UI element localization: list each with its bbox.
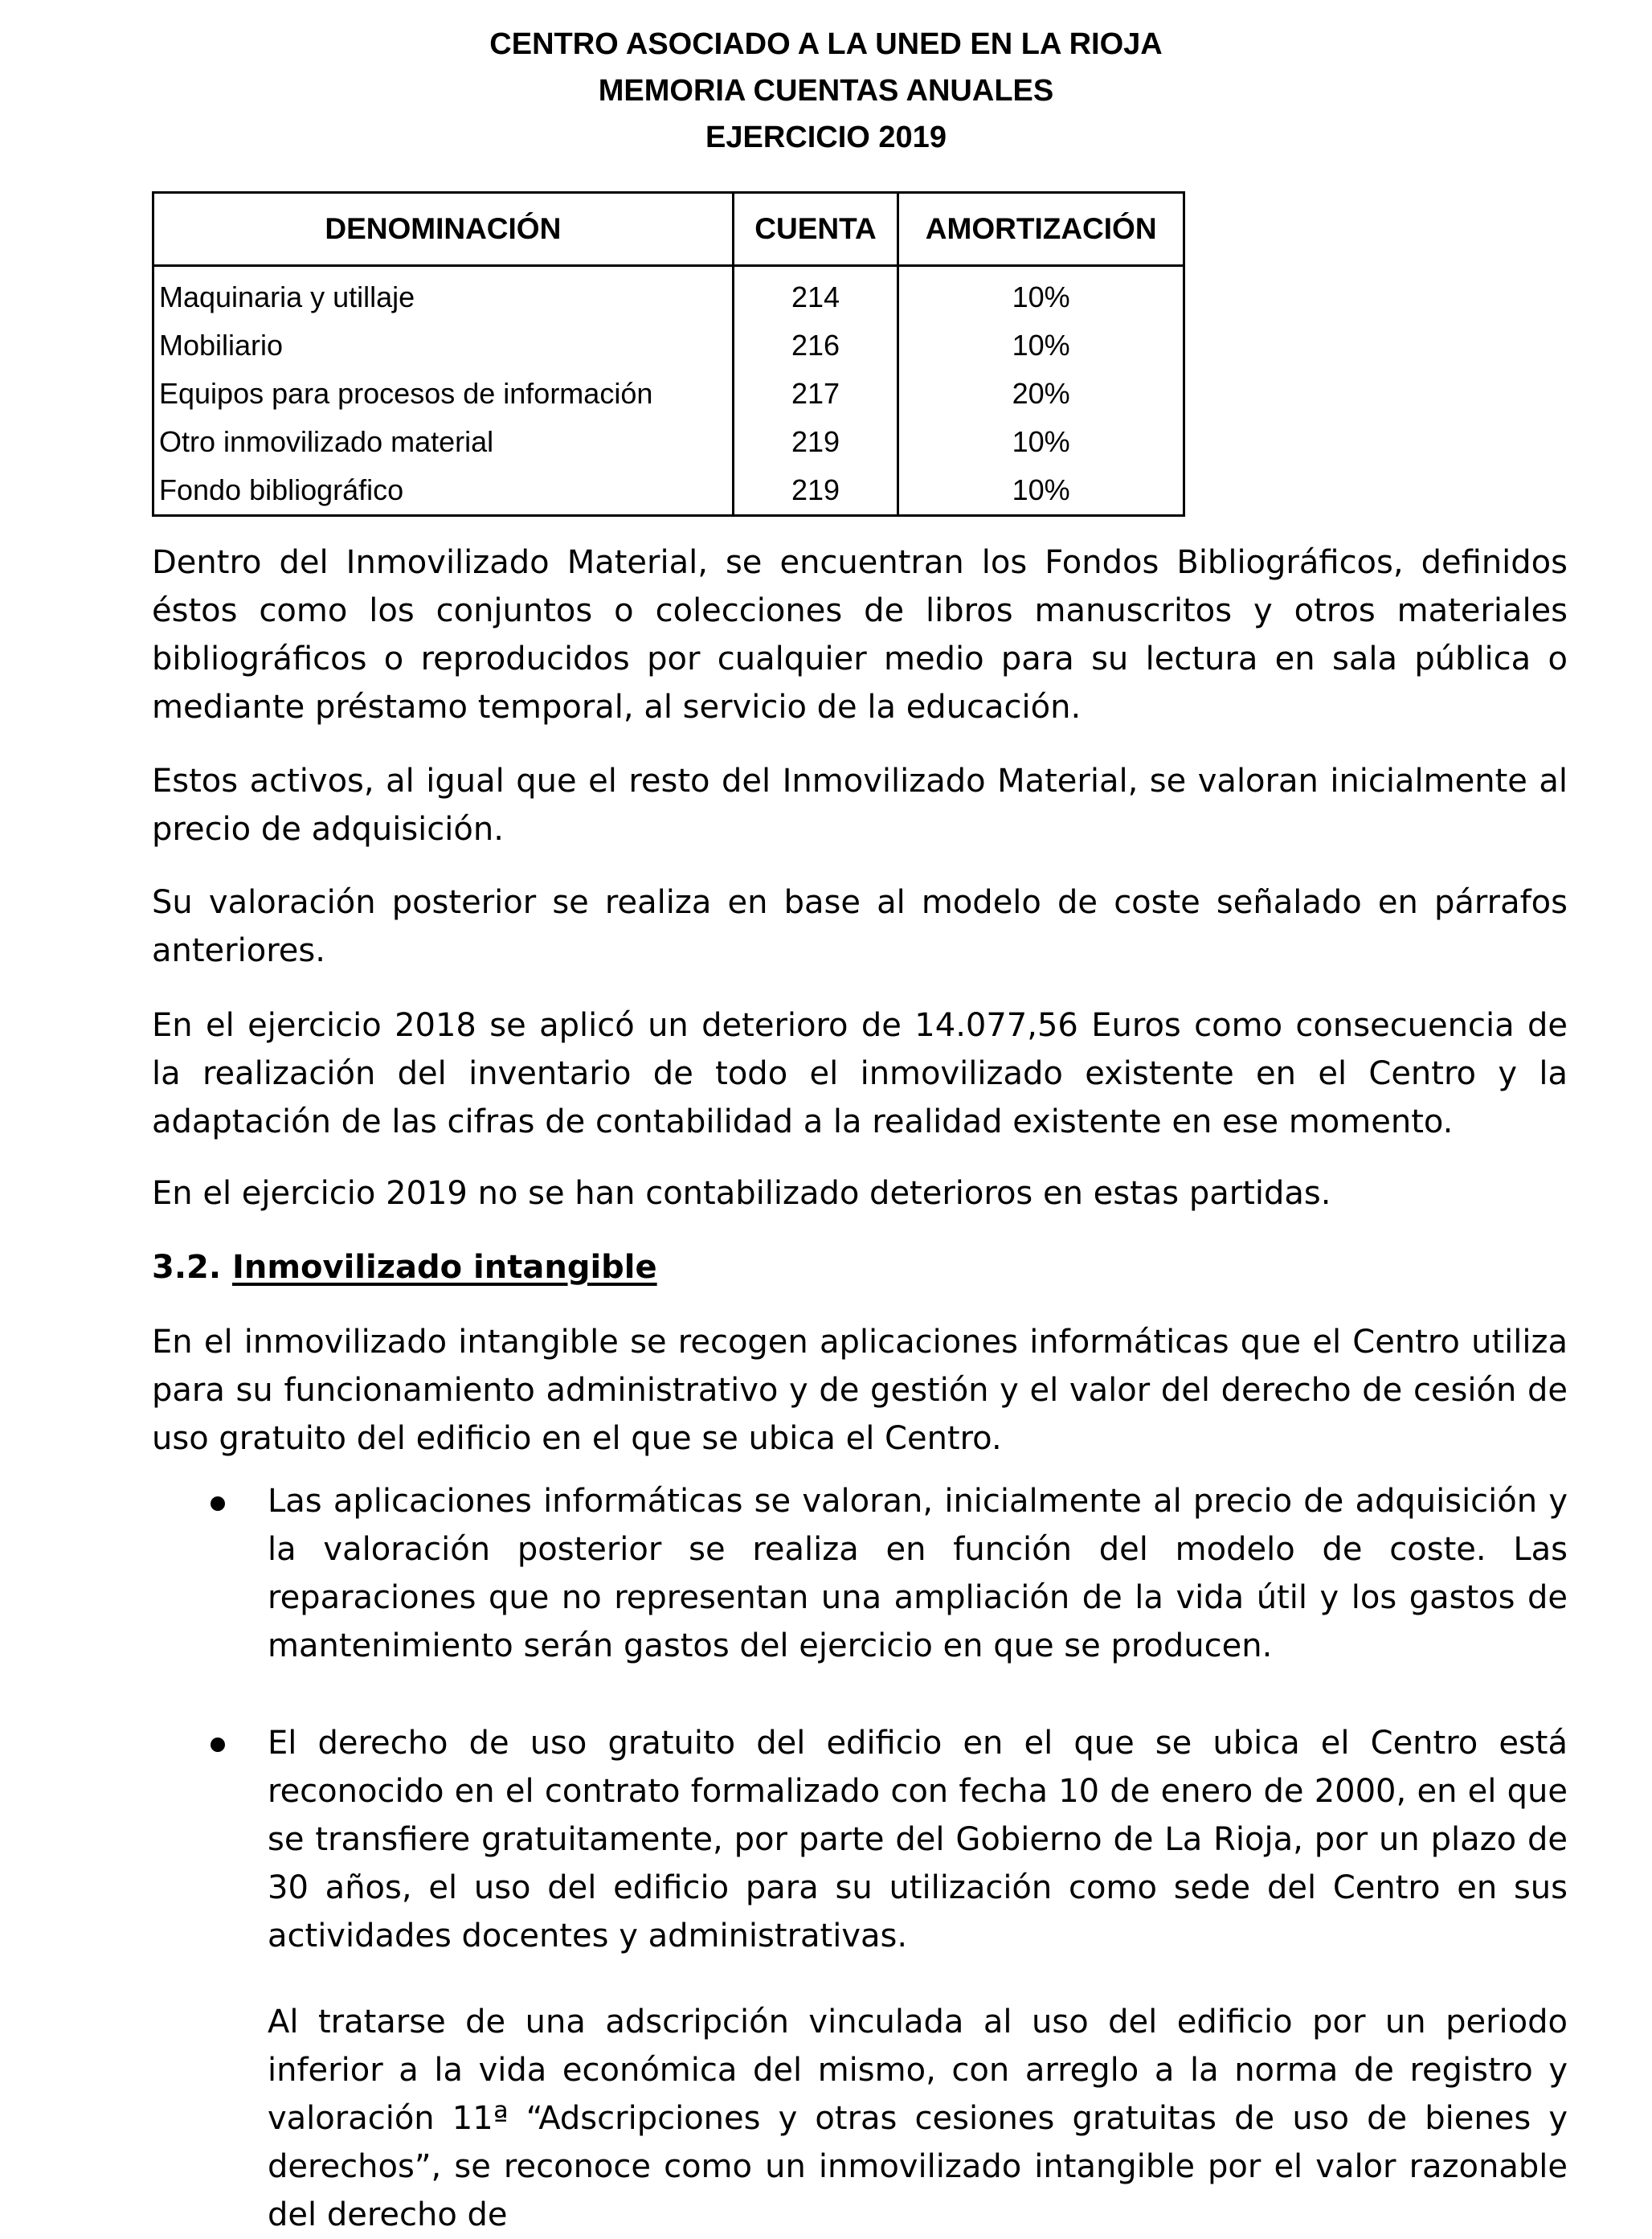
header-line-1: CENTRO ASOCIADO A LA UNED EN LA RIOJA — [489, 27, 1163, 61]
bullet-dot-icon — [211, 1738, 225, 1752]
cell-cuenta: 219 — [733, 466, 898, 516]
table-row — [153, 370, 1184, 418]
paragraph-fondos-bibliograficos: Dentro del Inmovilizado Material, se encuentran los Fondos Bibliográficos, definidos éstos como los conjuntos o colecciones de libros manuscritos y otros materiales bibliográficos o reproducidos por cualquier medio para su lectura en sala pública o mediante préstamo temporal, al servicio de la educación. — [152, 544, 1568, 726]
cell-amortizacion: 10% — [898, 321, 1184, 370]
header-amortizacion: AMORTIZACIÓN — [898, 193, 1184, 266]
section-title: Inmovilizado intangible — [232, 1249, 657, 1286]
header-cuenta: CUENTA — [733, 193, 898, 266]
cell-amortizacion: 10% — [898, 418, 1184, 466]
section-heading — [152, 1243, 657, 1291]
table-row — [153, 466, 1184, 516]
paragraph-intro-intangible: En el inmovilizado intangible se recogen aplicaciones informáticas que el Centro utiliza para su funcionamiento administrativo y de gestión y el valor del derecho de cesión de uso gratuito del edificio en el que se ubica el Centro. — [152, 1324, 1568, 1457]
cell-denominacion: Mobiliario — [153, 321, 734, 370]
document-header — [0, 21, 1652, 161]
cell-denominacion: Fondo bibliográfico — [153, 466, 734, 516]
bullet-aplicaciones-informaticas: Las aplicaciones informáticas se valoran, inicialmente al precio de adquisición y la valoración posterior se realiza en función del modelo de coste. Las reparaciones que no representan una ampliación de la vida útil y los gastos de mantenimiento serán gastos del ejercicio en que se producen. — [268, 1483, 1568, 1664]
header-line-2: MEMORIA CUENTAS ANUALES — [598, 74, 1054, 108]
paragraph-adscripcion: Al tratarse de una adscripción vinculada al uso del edificio por un periodo inferior a la vida económica del mismo, con arreglo a la norma de registro y valoración 11ª “Adscripciones y otras cesiones gratuitas de uso de bienes y derechos”, se reconoce como un inmovilizado intangible por el valor razonable del derecho de — [268, 2004, 1568, 2233]
table-header-row — [153, 193, 1184, 266]
cell-cuenta: 214 — [733, 266, 898, 322]
table-row — [153, 418, 1184, 466]
cell-cuenta: 217 — [733, 370, 898, 418]
paragraph-valoracion-posterior: Su valoración posterior se realiza en base al modelo de coste señalado en párrafos anteriores. — [152, 884, 1568, 969]
paragraph-deterioro-2019: En el ejercicio 2019 no se han contabilizado deterioros en estas partidas. — [152, 1175, 1331, 1212]
paragraph-valoracion-inicial: Estos activos, al igual que el resto del Inmovilizado Material, se valoran inicialmente al precio de adquisición. — [152, 763, 1568, 848]
header-denominacion: DENOMINACIÓN — [153, 193, 734, 266]
cell-denominacion: Maquinaria y utillaje — [153, 266, 734, 322]
table-row — [153, 321, 1184, 370]
cell-denominacion: Otro inmovilizado material — [153, 418, 734, 466]
paragraph-deterioro-2018: En el ejercicio 2018 se aplicó un deterioro de 14.077,56 Euros como consecuencia de la realización del inventario de todo el inmovilizado existente en el Centro y la adaptación de las cifras de contabilidad a la realidad existente en ese momento. — [152, 1007, 1568, 1140]
cell-amortizacion: 20% — [898, 370, 1184, 418]
cell-cuenta: 216 — [733, 321, 898, 370]
cell-cuenta: 219 — [733, 418, 898, 466]
cell-denominacion: Equipos para procesos de información — [153, 370, 734, 418]
header-line-3: EJERCICIO 2019 — [705, 121, 947, 154]
bullet-dot-icon — [211, 1496, 225, 1511]
section-number: 3.2. — [152, 1249, 222, 1286]
table-row — [153, 266, 1184, 322]
cell-amortizacion: 10% — [898, 466, 1184, 516]
bullet-derecho-uso-edificio: El derecho de uso gratuito del edificio en el que se ubica el Centro está reconocido en el contrato formalizado con fecha 10 de enero de 2000, en el que se transfiere gratuitamente, por parte del Gobierno de La Rioja, por un plazo de 30 años, el uso del edificio para su utilización como sede del Centro en sus actividades docentes y administrativas. — [268, 1725, 1568, 1955]
amortization-table — [152, 191, 1185, 517]
cell-amortizacion: 10% — [898, 266, 1184, 322]
